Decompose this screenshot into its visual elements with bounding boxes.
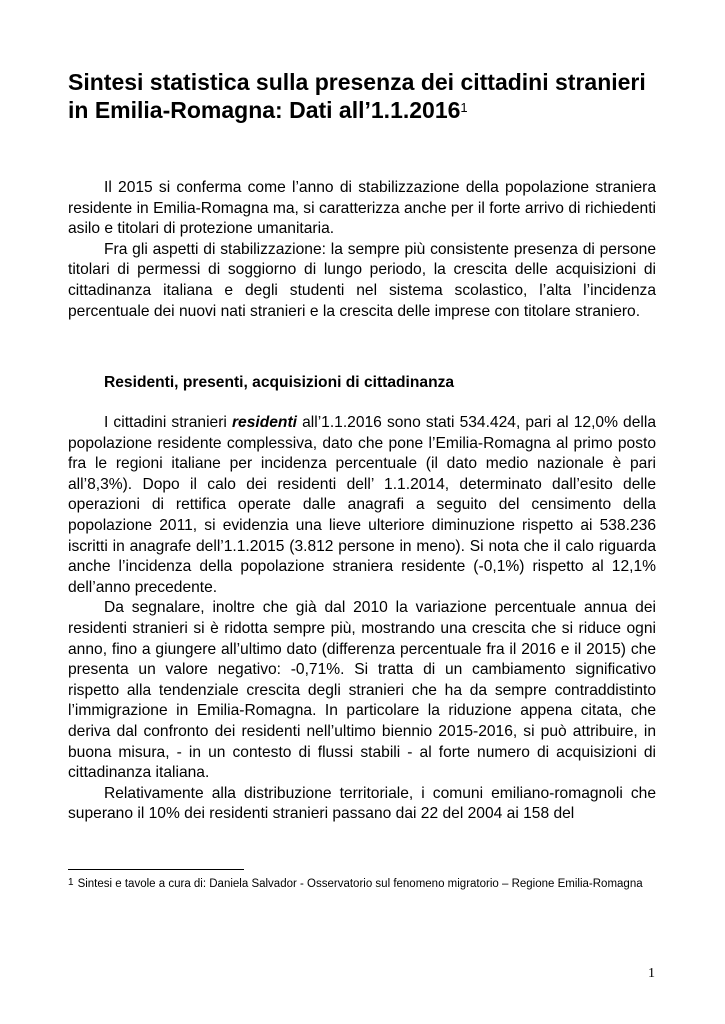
section-heading: Residenti, presenti, acquisizioni di cittadinanza	[104, 374, 455, 391]
intro-paragraph-2: Fra gli aspetti di stabilizzazione: la sempre più consistente presenza di persone titolari di permessi di soggiorno di lungo periodo, la crescita delle acquisizioni di cittadinanza italiana e degli studenti nel sistema scolastico, l’alta l’incidenza percentuale dei nuovi nati stranieri e la crescita delle imprese con titolare straniero.	[68, 240, 656, 320]
section-paragraph-1	[68, 413, 656, 598]
footnote-separator	[68, 869, 244, 870]
intro-paragraph-1: Il 2015 si conferma come l’anno di stabilizzazione della popolazione straniera residente in Emilia-Romagna ma, si caratterizza anche per il forte arrivo di richiedenti asilo e titolari di protezione umanitaria.	[68, 179, 656, 238]
document-title	[68, 68, 668, 124]
emphasized-term: residenti	[231, 414, 297, 431]
footnote-marker: 1	[68, 877, 74, 888]
document-title-text: Sintesi statistica sulla presenza dei cittadini stranieri in Emilia-Romagna: Dati all’1.1.2016	[68, 69, 646, 123]
footnote	[68, 877, 656, 892]
section-paragraph-1-rest: all’1.1.2016 sono stati 534.424, pari al 12,0% della popolazione residente complessiva, dato che pone l’Emilia-Romagna al primo posto fra le regioni italiane per incidenza percentuale (il dato medio nazionale è pari all’8,3%). Dopo il calo dei residenti dell’ 1.1.2014, determinato dall’esito delle operazioni di rettifica operate dalle anagrafi a seguito del censimento della popolazione 2011, si evidenzia una lieve ulteriore diminuzione rispetto ai 538.236 iscritti in anagrafe dell’1.1.2015 (3.812 persone in meno). Si nota che il calo riguarda anche l’incidenza della popolazione straniera residente (-0,1%) rispetto al 12,1% dell’anno precedente.	[68, 414, 656, 596]
title-footnote-ref: 1	[460, 100, 468, 115]
intro-section	[68, 178, 656, 322]
section-paragraph-1-start: I cittadini stranieri	[104, 414, 232, 431]
footnote-text: Sintesi e tavole a cura di: Daniela Salvador - Osservatorio sul fenomeno migratorio – Regione Emilia-Romagna	[77, 878, 643, 890]
section-paragraph-3: Relativamente alla distribuzione territoriale, i comuni emiliano-romagnoli che superano il 10% dei residenti stranieri passano dai 22 del 2004 ai 158 del	[68, 784, 656, 823]
section-paragraph-2: Da segnalare, inoltre che già dal 2010 la variazione percentuale annua dei residenti stranieri si è ridotta sempre più, mostrando una crescita che si riduce ogni anno, fino a giungere all’ultimo dato (differenza percentuale fra il 2016 e il 2015) che presenta un valore negativo: -0,71%. Si tratta di un cambiamento significativo rispetto alla tendenziale crescita degli stranieri che ha da sempre contraddistinto l’immigrazione in Emilia-Romagna. In particolare la riduzione appena citata, che deriva dal confronto dei residenti nell’ultimo biennio 2015-2016, si può attribuire, in buona misura, - in un contesto di flussi stabili - al forte numero di acquisizioni di cittadinanza italiana.	[68, 599, 656, 782]
section-body	[68, 413, 656, 825]
page-number: 1	[648, 966, 655, 981]
